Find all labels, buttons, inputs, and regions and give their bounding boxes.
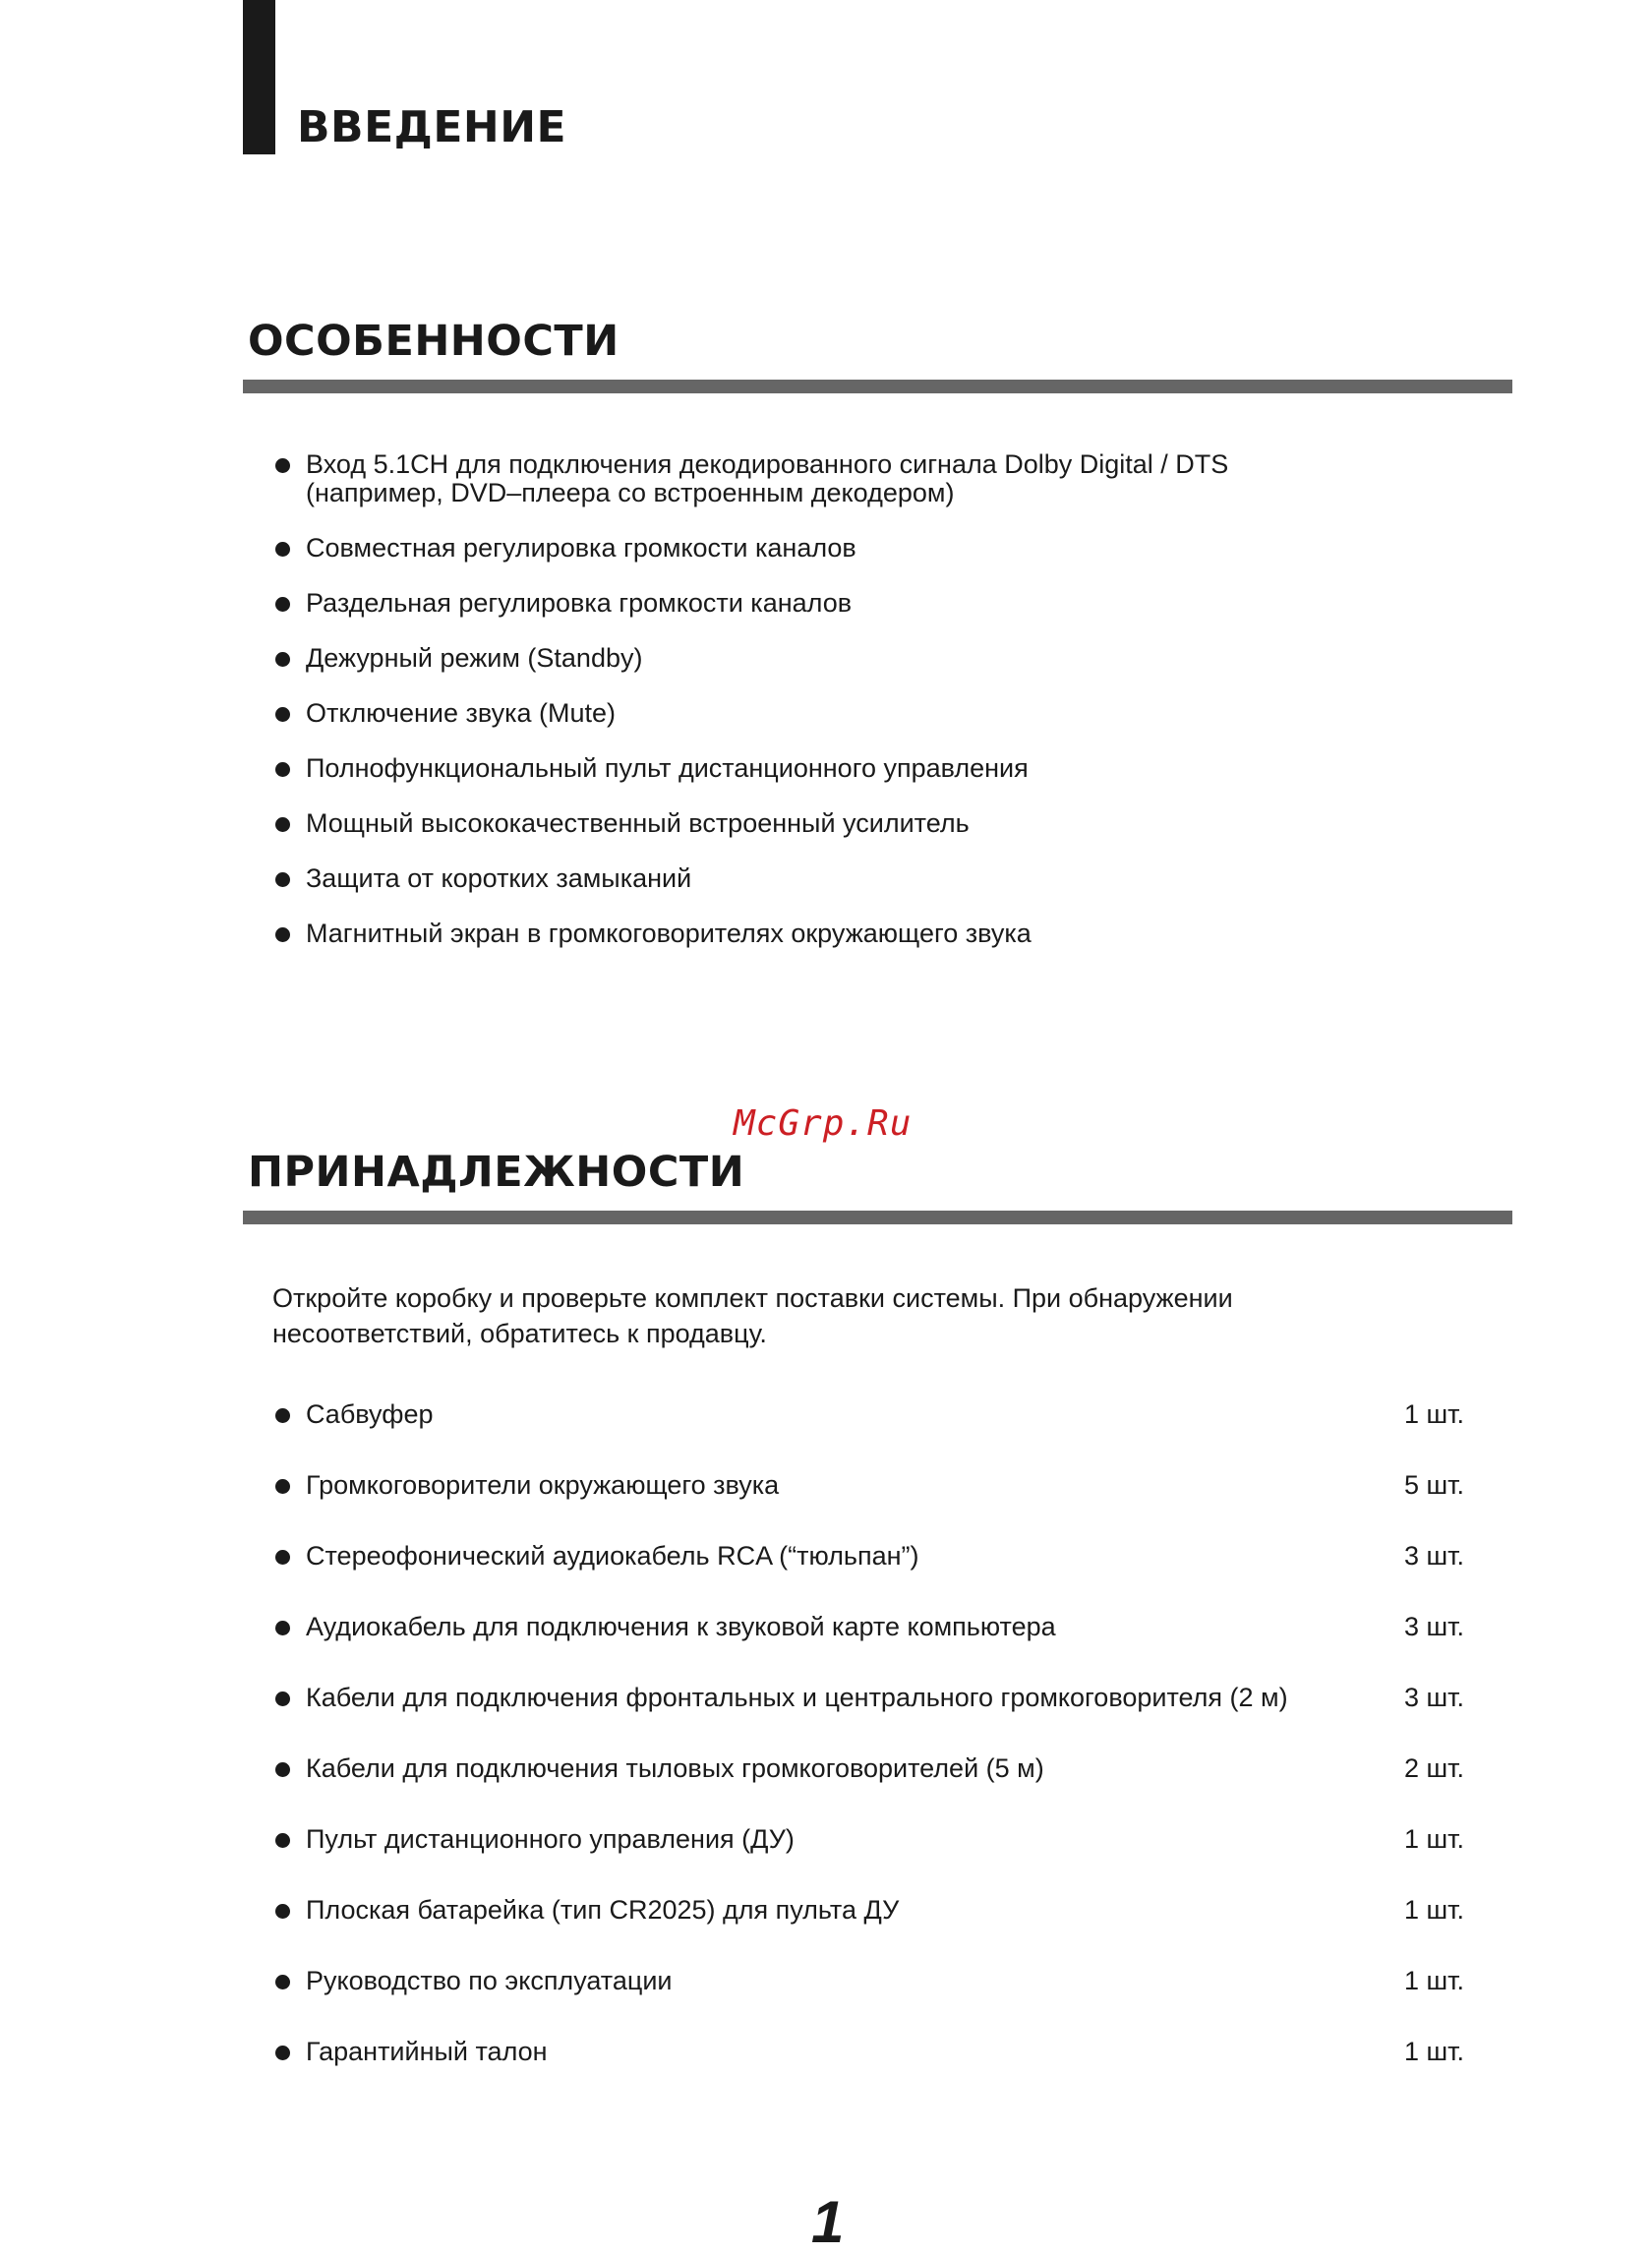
accessory-quantity: 2 шт. (1404, 1753, 1465, 1783)
features-title: ОСОБЕННОСТИ (248, 317, 620, 366)
feature-item (272, 534, 1354, 563)
accessory-item (272, 2038, 1472, 2108)
feature-text: Дежурный режим (Standby) (306, 643, 643, 673)
feature-item (272, 809, 1354, 838)
accessory-item (272, 1825, 1472, 1896)
feature-text: Раздельная регулировка громкости каналов (306, 588, 853, 618)
accessory-quantity: 1 шт. (1404, 1895, 1465, 1925)
accessory-name: Плоская батарейка (тип CR2025) для пульта ДУ (306, 1895, 900, 1925)
feature-text: Отключение звука (Mute) (306, 698, 617, 728)
bullet-icon (275, 817, 290, 832)
bullet-icon (275, 927, 290, 942)
intro-title: ВВЕДЕНИЕ (297, 102, 567, 152)
feature-text-continued: (например, DVD–плеера со встроенным декодером) (306, 478, 955, 507)
feature-item (272, 589, 1354, 618)
accessory-item (272, 1754, 1472, 1825)
accessories-title: ПРИНАДЛЕЖНОСТИ (248, 1148, 745, 1197)
accessory-quantity: 1 шт. (1404, 1399, 1465, 1429)
accessories-divider (243, 1211, 1512, 1224)
features-divider (243, 380, 1512, 393)
bullet-icon (275, 2046, 290, 2060)
bullet-icon (275, 1550, 290, 1565)
accessories-intro-line: несоответствий, обратитесь к продавцу. (272, 1319, 767, 1348)
feature-text: Совместная регулировка громкости каналов (306, 533, 856, 563)
bullet-icon (275, 458, 290, 473)
accessory-quantity: 5 шт. (1404, 1470, 1465, 1500)
accessory-item (272, 1471, 1472, 1542)
bullet-icon (275, 1621, 290, 1635)
accessory-name: Кабели для подключения тыловых громкоговорителей (5 м) (306, 1753, 1044, 1783)
bullet-icon (275, 542, 290, 557)
accessories-list (272, 1400, 1472, 2108)
bullet-icon (275, 1762, 290, 1777)
accessories-intro (272, 1280, 1403, 1351)
accessory-name: Руководство по эксплуатации (306, 1966, 673, 1995)
accessory-name: Пульт дистанционного управления (ДУ) (306, 1824, 795, 1854)
bullet-icon (275, 1408, 290, 1423)
feature-text: Магнитный экран в громкоговорителях окружающего звука (306, 919, 1032, 948)
feature-item (272, 920, 1354, 948)
accessory-item (272, 1542, 1472, 1613)
bullet-icon (275, 707, 290, 722)
bullet-icon (275, 1975, 290, 1989)
accessory-item (272, 1400, 1472, 1471)
feature-item (272, 864, 1354, 893)
feature-item (272, 450, 1354, 507)
features-list (272, 450, 1354, 975)
accessory-quantity: 1 шт. (1404, 2037, 1465, 2066)
accessory-name: Сабвуфер (306, 1399, 434, 1429)
bullet-icon (275, 1691, 290, 1706)
accessory-name: Гарантийный талон (306, 2037, 548, 2066)
feature-text: Защита от коротких замыканий (306, 863, 692, 893)
bullet-icon (275, 1833, 290, 1848)
bullet-icon (275, 1479, 290, 1494)
feature-text: Полнофункциональный пульт дистанционного управления (306, 753, 1029, 783)
accessory-item (272, 1896, 1472, 1967)
accessory-name: Аудиокабель для подключения к звуковой карте компьютера (306, 1612, 1056, 1641)
bullet-icon (275, 652, 290, 667)
page-number: 1 (811, 2189, 845, 2255)
accessory-quantity: 3 шт. (1404, 1683, 1465, 1712)
accessory-quantity: 3 шт. (1404, 1541, 1465, 1571)
feature-item (272, 699, 1354, 728)
feature-item (272, 644, 1354, 673)
feature-text: Мощный высококачественный встроенный усилитель (306, 808, 970, 838)
accessory-item (272, 1613, 1472, 1684)
accessory-quantity: 3 шт. (1404, 1612, 1465, 1641)
bullet-icon (275, 597, 290, 612)
bullet-icon (275, 872, 290, 887)
accessories-intro-line: Откройте коробку и проверьте комплект поставки системы. При обнаружении (272, 1283, 1233, 1313)
watermark-text: McGrp.Ru (734, 1103, 913, 1144)
feature-text: Вход 5.1CH для подключения декодированного сигнала Dolby Digital / DTS (306, 449, 1229, 479)
section-side-bar (243, 0, 275, 154)
accessory-name: Громкоговорители окружающего звука (306, 1470, 780, 1500)
accessory-item (272, 1967, 1472, 2038)
accessory-name: Стереофонический аудиокабель RCA (“тюльпан”) (306, 1541, 919, 1571)
bullet-icon (275, 1904, 290, 1919)
accessory-item (272, 1684, 1472, 1754)
accessory-name: Кабели для подключения фронтальных и центрального громкоговорителя (2 м) (306, 1683, 1288, 1712)
accessory-quantity: 1 шт. (1404, 1824, 1465, 1854)
feature-item (272, 754, 1354, 783)
bullet-icon (275, 762, 290, 777)
accessory-quantity: 1 шт. (1404, 1966, 1465, 1995)
